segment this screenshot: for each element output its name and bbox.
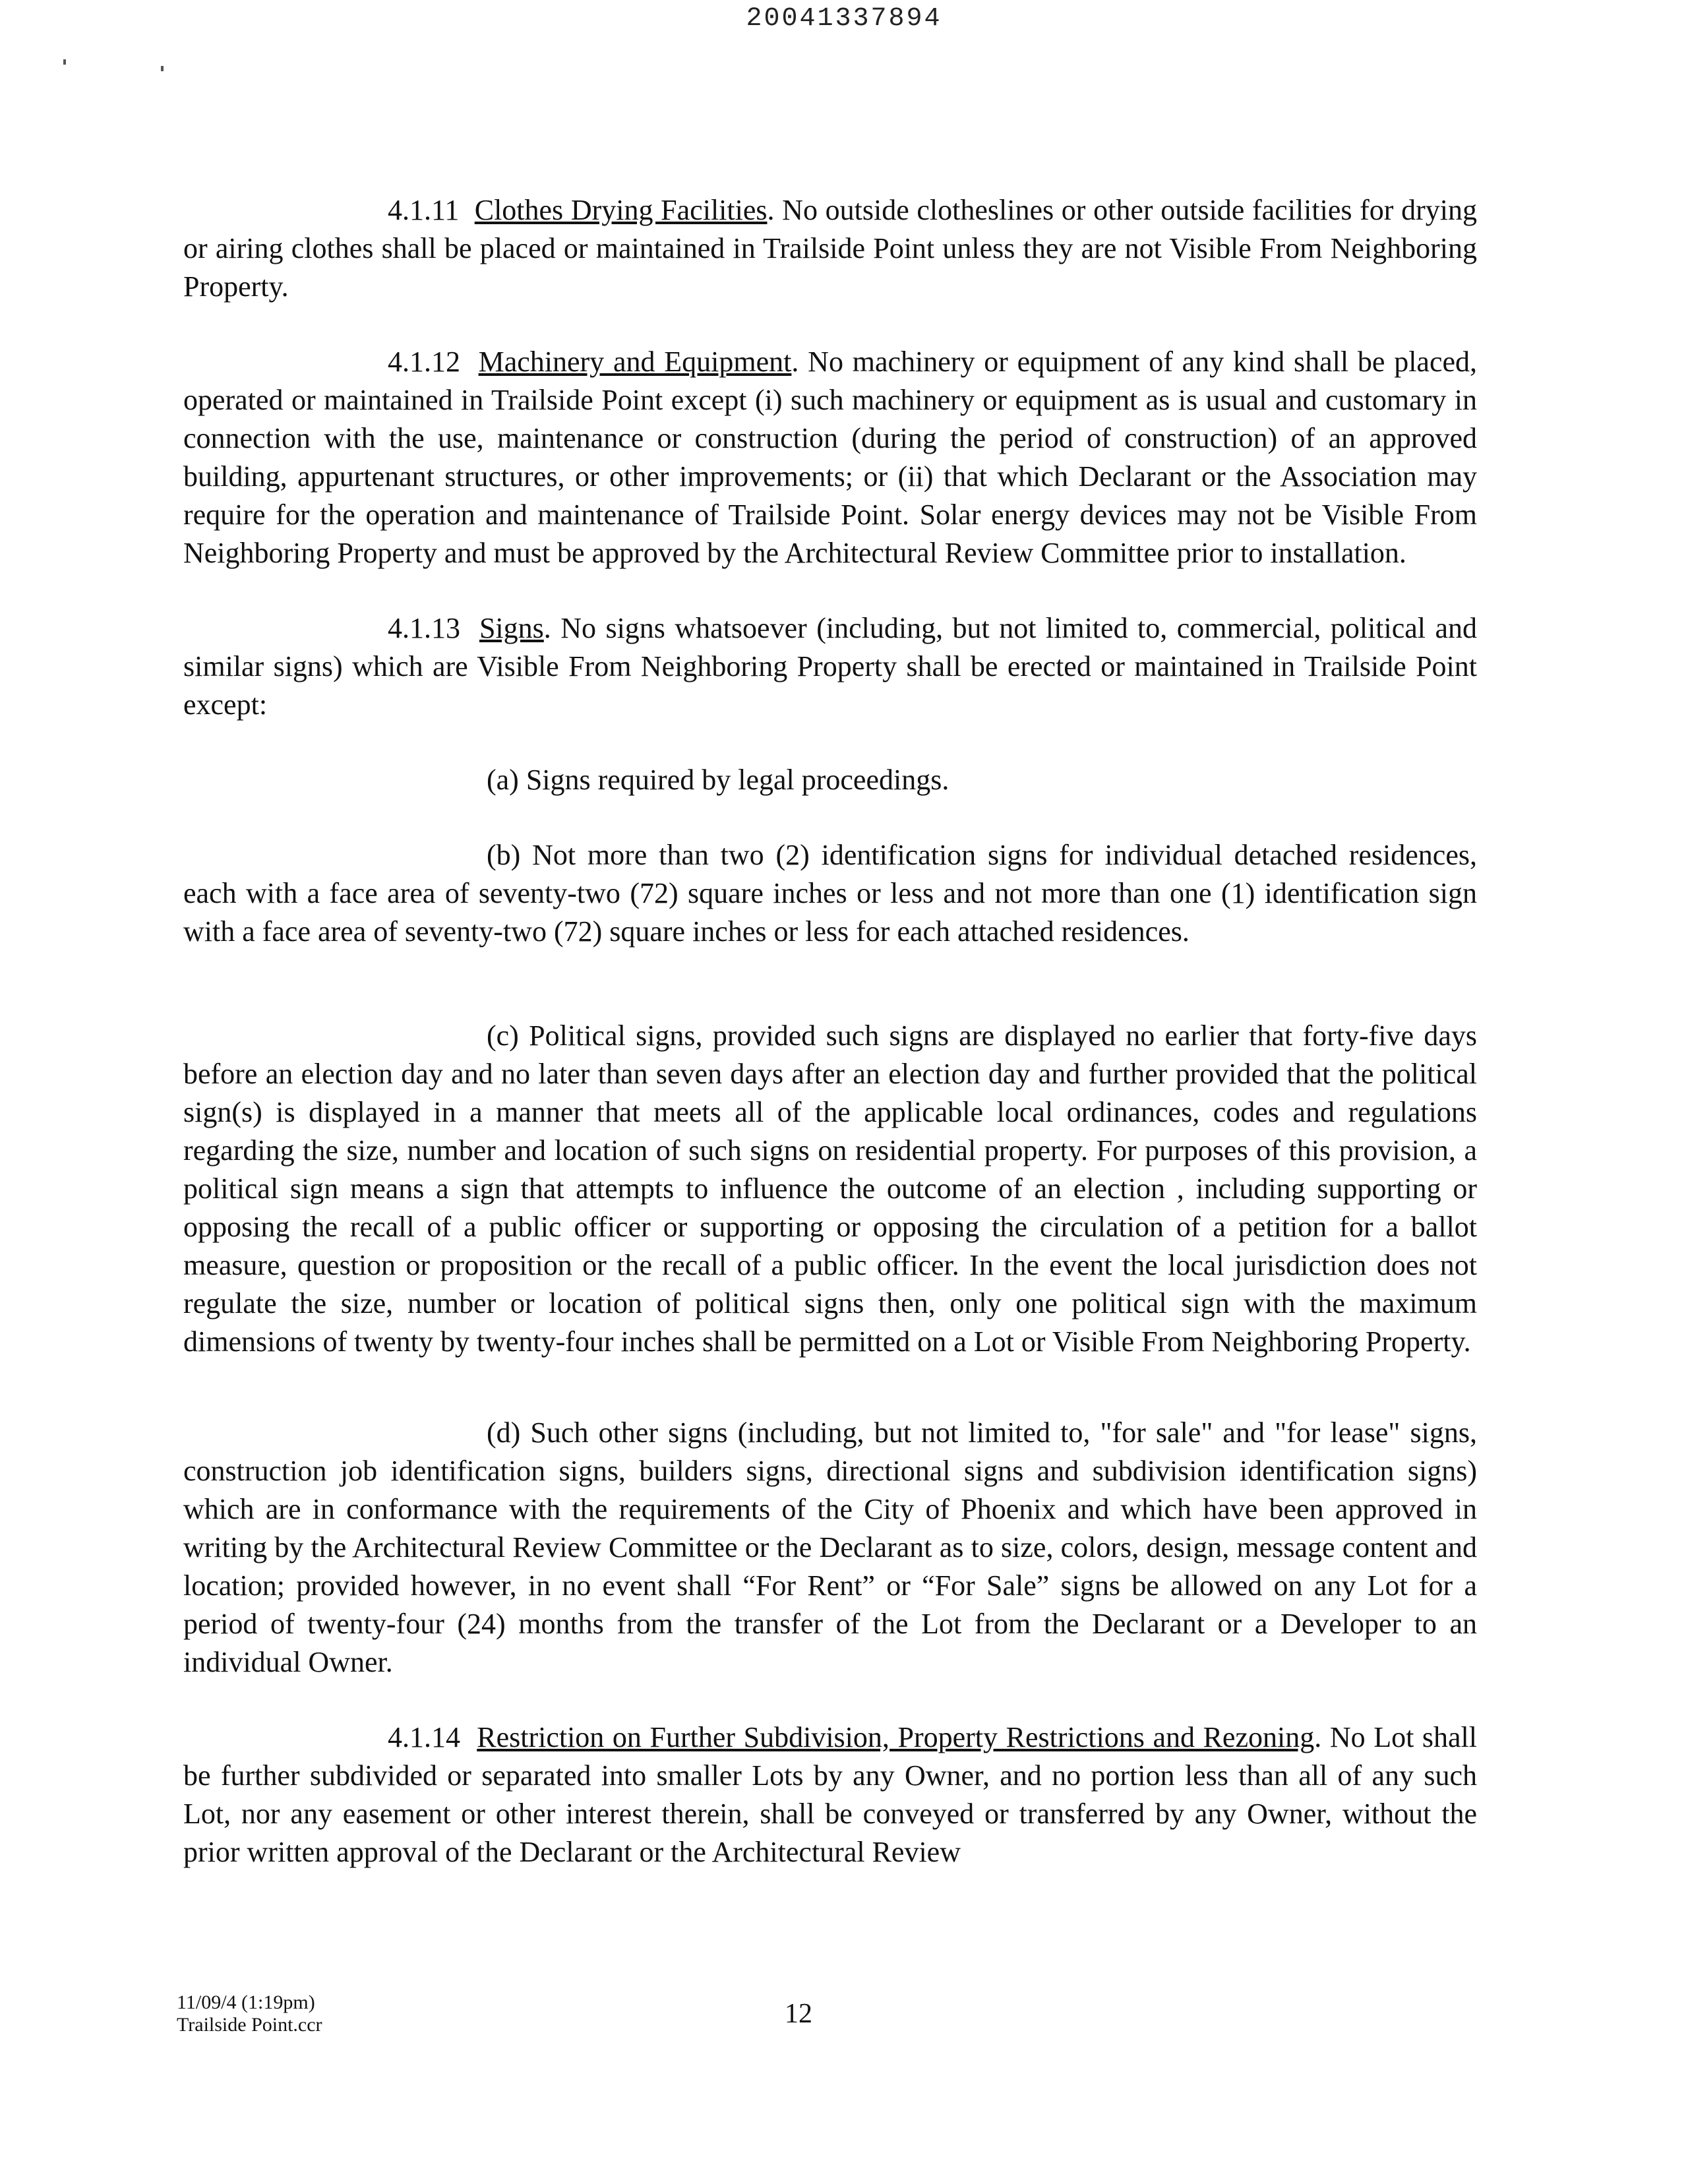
section-title: Machinery and Equipment xyxy=(478,346,792,378)
footer-info xyxy=(177,1991,322,2036)
section-4-1-12 xyxy=(183,343,1477,572)
section-title: Signs xyxy=(479,612,544,644)
section-number: 4.1.14 xyxy=(388,1721,460,1753)
scan-speck xyxy=(63,59,66,65)
document-number: 20041337894 xyxy=(746,4,942,34)
footer-timestamp: 11/09/4 (1:19pm) xyxy=(177,1991,315,2013)
section-title: Clothes Drying Facilities xyxy=(474,194,768,226)
section-body: . No signs whatsoever (including, but not limited to, commercial, political and similar signs) which are Visible From Neighboring Property shall be erected or maintained in Trailside Point except: xyxy=(183,612,1478,721)
footer-filename: Trailside Point.ccr xyxy=(177,2014,322,2036)
section-4-1-14 xyxy=(183,1718,1477,1871)
subsection-c: (c) Political signs, provided such signs are displayed no earlier that forty-five days before an election day and no later than seven days after an election day and further provided that the political sign(s) is displayed in a manner that meets all of the applicable local ordinances, codes and regulations regarding the size, number and location of such signs on residential property. For purposes of this provision, a political sign means a sign that attempts to influence the outcome of an election , including supporting or opposing the recall of a public officer or supporting or opposing the circulation of a petition for a ballot measure, question or proposition or the recall of a public officer. In the event the local jurisdiction does not regulate the size, number or location of political signs then, only one political sign with the maximum dimensions of twenty by twenty-four inches shall be permitted on a Lot or Visible From Neighboring Property. xyxy=(183,1019,1477,1358)
section-number: 4.1.11 xyxy=(388,194,460,226)
section-number: 4.1.12 xyxy=(388,346,460,378)
page-number: 12 xyxy=(785,1999,812,2029)
scan-speck xyxy=(161,66,164,71)
document-body xyxy=(183,191,1477,1871)
section-body: . No outside clotheslines or other outside facilities for drying or airing clothes shall be placed or maintained in Trailside Point unless they are not Visible From Neighboring Property. xyxy=(183,194,1478,303)
subsection-a: (a) Signs required by legal proceedings. xyxy=(487,764,950,796)
section-number: 4.1.13 xyxy=(388,612,460,644)
section-4-1-13 xyxy=(183,609,1477,724)
section-4-1-11 xyxy=(183,191,1477,306)
subsection-d: (d) Such other signs (including, but not limited to, "for sale" and "for lease" signs, construction job identification signs, builders signs, directional signs and subdivision identification signs) which are in conformance with the requirements of the City of Phoenix and which have been approved in writing by the Architectural Review Committee or the Declarant as to size, colors, design, message content and location; provided however, in no event shall “For Rent” or “For Sale” signs be allowed on any Lot for a period of twenty-four (24) months from the transfer of the Lot from the Declarant or a Developer to an individual Owner. xyxy=(183,1416,1477,1678)
subsection-b: (b) Not more than two (2) identification signs for individual detached residences, each with a face area of seventy-two (72) square inches or less and not more than one (1) identification sign with a face area of seventy-two (72) square inches or less for each attached residences. xyxy=(183,839,1477,948)
section-body: . No Lot shall be further subdivided or separated into smaller Lots by any Owner, and no portion less than all of any such Lot, nor any easement or other interest therein, shall be conveyed or transferred by any Owner, without the prior written approval of the Declarant or the Architectural Review xyxy=(183,1721,1478,1868)
section-body: . No machinery or equipment of any kind shall be placed, operated or maintained in Trailside Point except (i) such machinery or equipment as is usual and customary in connection with the use, maintenance or construction (during the period of construction) of an approved building, appurtenant structures, or other improvements; or (ii) that which Declarant or the Association may require for the operation and maintenance of Trailside Point. Solar energy devices may not be Visible From Neighboring Property and must be approved by the Architectural Review Committee prior to installation. xyxy=(183,346,1478,569)
section-title: Restriction on Further Subdivision, Property Restrictions and Rezoning xyxy=(477,1721,1315,1753)
